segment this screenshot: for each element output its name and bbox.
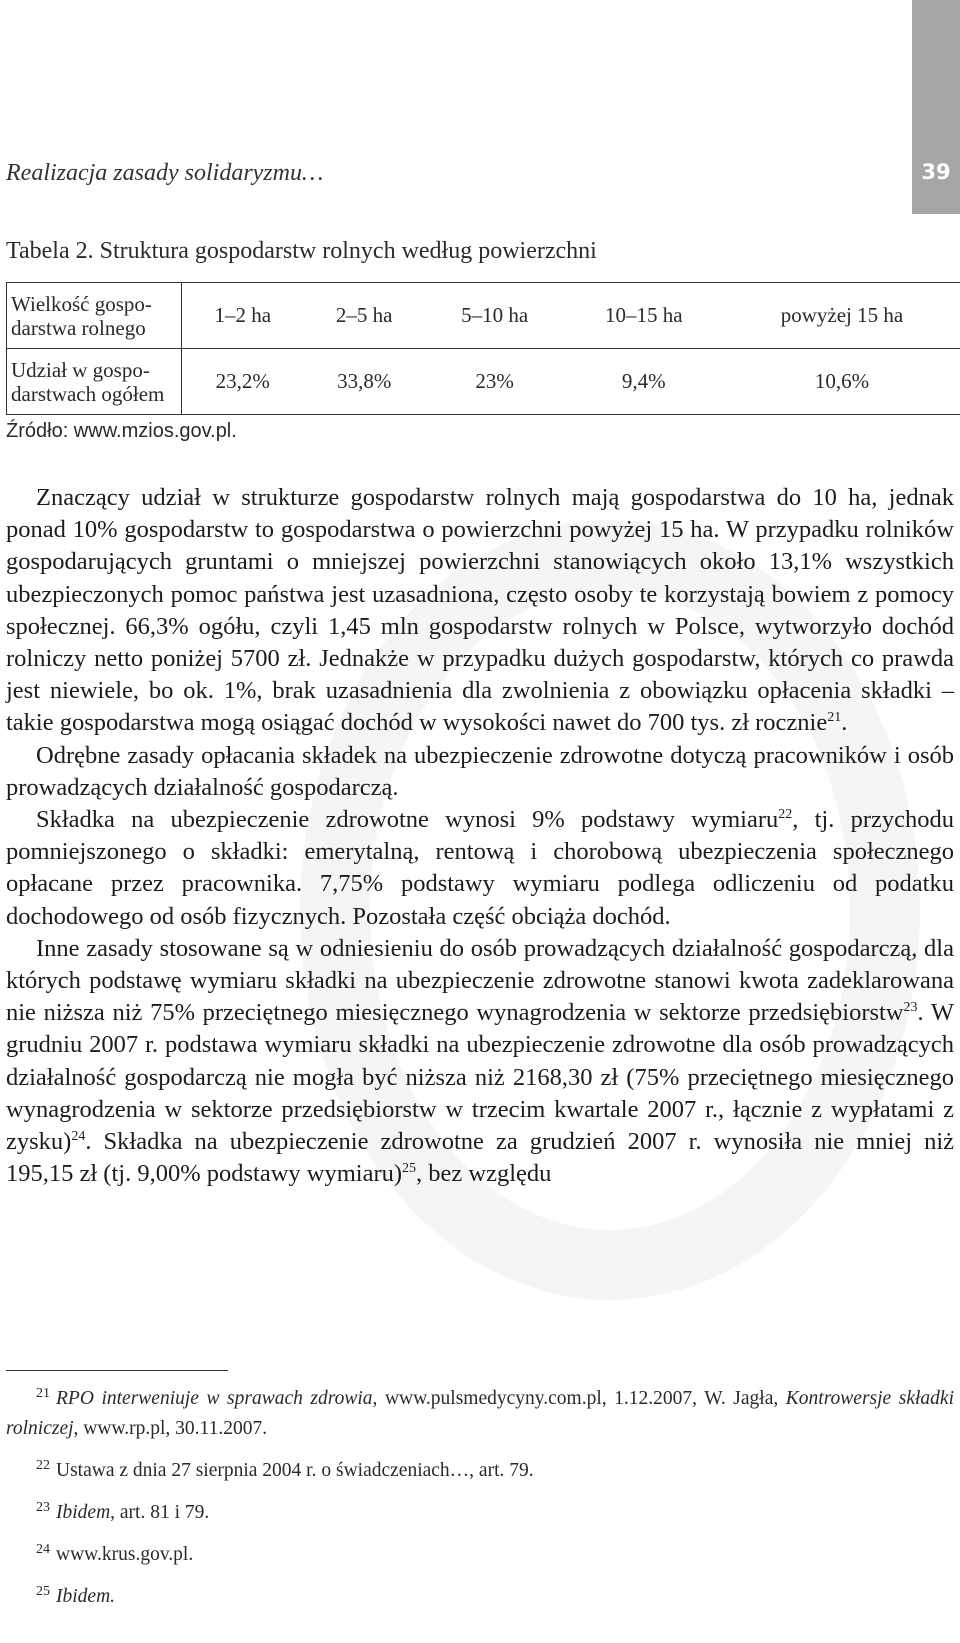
row-header-line: Wielkość gospo- <box>11 291 152 316</box>
footnote-ref[interactable]: 22 <box>778 806 793 822</box>
footnote-23 <box>6 1498 954 1528</box>
row-header-line: darstwach ogółem <box>11 381 165 406</box>
paragraph <box>6 482 954 740</box>
footnote-number: 25 <box>36 1583 50 1599</box>
paragraph-text: . W grudniu 2007 r. podstawa wymiaru składki na ubezpieczenie zdrowotne dla osób prowadzących działalność gospodarczą nie mogła być niższa niż 2168,30 zł (75% przeciętnego miesięcznego wynagrodzenia w sektorze przedsiębiorstw w trzecim kwartale 2007 r., łącznie z wypłatami z zysku) <box>6 999 954 1156</box>
paragraph <box>6 740 954 804</box>
table-row <box>7 349 960 415</box>
footnote-text: www.krus.gov.pl. <box>56 1544 194 1565</box>
paragraph-text: , tj. przychodu pomniejszonego o składki: emerytalną, rentową i chorobową ubezpieczenia społecznego opłacane przez pracownika. 7,75% podstawy wymiaru podlega odliczeniu od podatku dochodowego od osób fizycznych. Pozostała część obciąża dochód. <box>6 806 954 930</box>
footnote-24 <box>6 1540 954 1570</box>
footnote-rule <box>6 1370 228 1371</box>
table-caption: Tabela 2. Struktura gospodarstw rolnych według powierzchni <box>6 238 597 264</box>
table-cell: 10–15 ha <box>565 283 723 349</box>
table-cell: 23% <box>425 349 565 415</box>
footnote-ref[interactable]: 24 <box>71 1128 86 1144</box>
footnote-number: 24 <box>36 1541 50 1557</box>
table-cell: 10,6% <box>723 349 960 415</box>
table-cell: 5–10 ha <box>425 283 565 349</box>
paragraph-text: Odrębne zasady opłacania składek na ubezpieczenie zdrowotne dotyczą pracowników i osób prowadzących działalność gospodarczą. <box>6 741 954 801</box>
table-cell: 1–2 ha <box>182 283 304 349</box>
footnote-21 <box>6 1384 954 1444</box>
footnote-number: 21 <box>36 1385 50 1401</box>
table-source: Źródło: www.mzios.gov.pl. <box>6 420 237 442</box>
footnote-22 <box>6 1456 954 1486</box>
footnote-number: 22 <box>36 1457 50 1473</box>
footnote-title: Kontrowersje składki rolniczej <box>6 1388 954 1439</box>
table-row <box>7 283 960 349</box>
footnote-text: , www.rp.pl, 30.11.2007. <box>73 1418 268 1439</box>
table-cell: 9,4% <box>565 349 723 415</box>
footnote-25 <box>6 1582 954 1612</box>
footnote-title: RPO interweniuje w sprawach zdrowia <box>56 1388 373 1409</box>
paragraph-text: Znaczący udział w strukturze gospodarstw rolnych mają gospodarstwa do 10 ha, jednak ponad 10% gospodarstw to gospodarstwa o powierzchni powyżej 15 ha. W przypadku rolników gospodarujących gruntami o mniejszej powierzchni stanowiących około 13,1% wszystkich ubezpieczonych pomoc państwa jest uzasadniona, często osoby te korzystają bowiem z pomocy społecznej. 66,3% ogółu, czyli 1,45 mln gospodarstw rolnych w Polsce, wytworzyło dochód rolniczy netto poniżej 5700 zł. Jednakże w przypadku dużych gospodarstw, których co prawda jest niewiele, bo ok. 1%, brak uzasadnienia dla zwolnienia z obowiązku opłacenia składki – takie gospodarstwa mogą osiągać dochód w wysokości nawet do 700 tys. zł rocznie <box>6 484 954 737</box>
farm-structure-table <box>6 282 960 415</box>
footnotes <box>6 1384 954 1612</box>
paragraph-text: Inne zasady stosowane są w odniesieniu do osób prowadzących działalność gospodarczą, dla których podstawę wymiaru składki na ubezpieczenie zdrowotne stanowi kwota zadeklarowana nie niższa niż 75% przeciętnego miesięcznego wynagrodzenia w sektorze przedsiębiorstw <box>6 934 954 1027</box>
table-cell: powyżej 15 ha <box>723 283 960 349</box>
footnote-ref[interactable]: 25 <box>402 1161 417 1177</box>
paragraph-text: . Składka na ubezpieczenie zdrowotne za grudzień 2007 r. wynosiła nie mniej niż 195,15 zł (tj. 9,00% podstawy wymiaru) <box>6 1128 954 1188</box>
page-number: 39 <box>921 160 951 184</box>
row-header-line: darstwa rolnego <box>11 315 146 340</box>
row-header-line: Udział w gospo- <box>11 357 150 382</box>
paragraph <box>6 804 954 933</box>
paragraph <box>6 933 954 1191</box>
running-head: Realizacja zasady solidaryzmu… <box>6 160 324 186</box>
row-header-share <box>7 349 182 415</box>
paragraph-text: . <box>841 709 848 737</box>
row-header-size <box>7 283 182 349</box>
footnote-text: Ustawa z dnia 27 sierpnia 2004 r. o świadczeniach…, art. 79. <box>56 1460 534 1481</box>
table-cell: 2–5 ha <box>304 283 425 349</box>
footnote-number: 23 <box>36 1499 50 1515</box>
footnote-title: Ibidem <box>56 1502 111 1523</box>
footnote-text: , art. 81 i 79. <box>110 1502 210 1523</box>
footnote-ref[interactable]: 23 <box>903 1000 918 1016</box>
body-text <box>6 482 954 1190</box>
paragraph-text: , bez względu <box>416 1160 552 1188</box>
table-cell: 33,8% <box>304 349 425 415</box>
footnote-title: Ibidem. <box>56 1586 116 1607</box>
footnote-text: , www.pulsmedycyny.com.pl, 1.12.2007, W. Jagła, <box>372 1388 786 1409</box>
table-cell: 23,2% <box>182 349 304 415</box>
paragraph-text: Składka na ubezpieczenie zdrowotne wynosi 9% podstawy wymiaru <box>36 806 779 834</box>
footnote-ref[interactable]: 21 <box>827 710 842 726</box>
